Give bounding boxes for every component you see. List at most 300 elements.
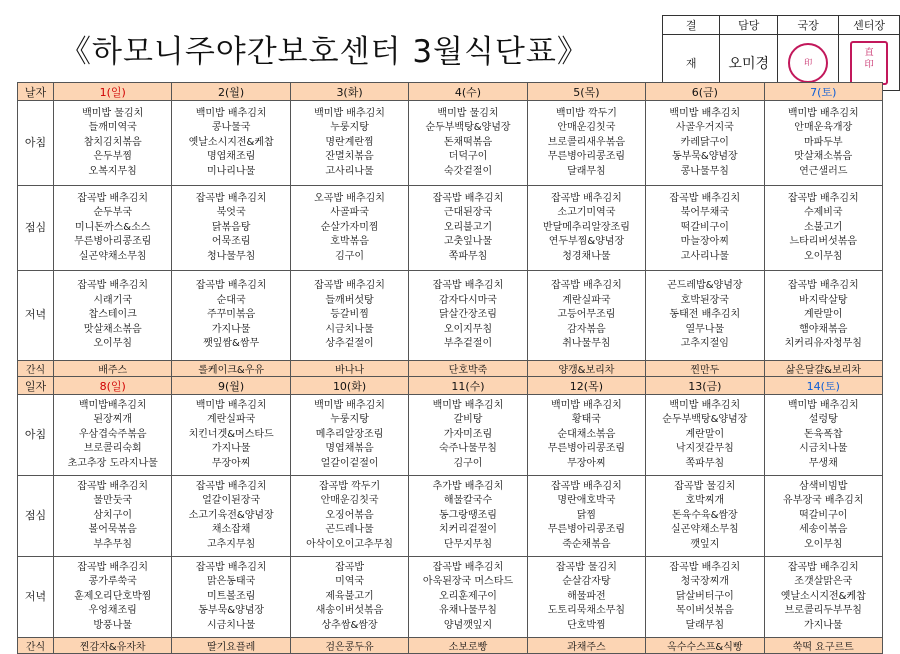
dinner-cell xyxy=(290,271,408,361)
page-title: 《하모니주야간보호센터 3월식단표》 xyxy=(60,34,589,70)
menu-item: 수제비국 xyxy=(803,207,843,219)
menu-item: 시금치나물 xyxy=(206,619,256,631)
lunch-cell xyxy=(172,186,290,271)
breakfast-cell xyxy=(290,101,408,186)
snack-cell: 단호박죽 xyxy=(409,361,527,377)
menu-item: 상추겉절이 xyxy=(325,338,374,350)
menu-item: 맑은동태국 xyxy=(206,576,256,588)
snack-cell: 배주스 xyxy=(54,361,172,377)
menu-item: 명엽채조림 xyxy=(206,151,256,163)
menu-item: 닭볶음탕 xyxy=(211,221,251,233)
menu-item: 방풍나물 xyxy=(93,619,133,631)
menu-item: 얼갈이된장국 xyxy=(202,495,261,507)
menu-item: 순두부국 xyxy=(93,207,133,219)
menu-item: 볼어묵볶음 xyxy=(88,524,137,536)
menu-item: 등갈비찜 xyxy=(330,309,369,321)
menu-item: 잡곡밥 배추김치 xyxy=(314,280,385,292)
menu-item: 미나리나물 xyxy=(206,165,256,177)
menu-item: 동부묵&양념장 xyxy=(198,605,265,617)
meal-plan-table xyxy=(17,82,883,654)
menu-item: 참치김치볶음 xyxy=(83,136,142,148)
dinner-cell xyxy=(172,271,290,361)
menu-item: 해물파전 xyxy=(567,590,606,602)
menu-item: 백미밥 배추김치 xyxy=(314,399,385,411)
lunch-label: 점심 xyxy=(18,186,54,271)
menu-item: 백미밥 배추김치 xyxy=(669,399,741,411)
menu-item: 황태국 xyxy=(571,414,601,426)
menu-item: 잡곡밥 배추김치 xyxy=(550,280,622,292)
menu-item: 순대국 xyxy=(216,294,246,306)
menu-item: 소고기미역국 xyxy=(557,207,616,219)
menu-item: 달래무침 xyxy=(685,619,725,631)
menu-item: 계란실파국 xyxy=(206,414,256,426)
menu-item: 메추리알장조림 xyxy=(315,428,384,440)
breakfast-cell xyxy=(54,101,172,186)
day-header: 3(화) xyxy=(290,83,408,101)
menu-item: 우엉채조림 xyxy=(88,605,137,617)
dinner-cell xyxy=(54,271,172,361)
lunch-cell xyxy=(646,476,764,557)
menu-item: 잡곡밥 깍두기 xyxy=(318,480,381,492)
menu-item: 소불고기 xyxy=(803,221,843,233)
menu-item: 동태전 배추김치 xyxy=(669,309,741,321)
approval-side-top: 결 xyxy=(663,16,720,35)
day-header: 10(화) xyxy=(290,377,408,395)
menu-item: 실곤약채소무침 xyxy=(78,250,147,262)
breakfast-cell xyxy=(409,395,527,476)
menu-item: 김구이 xyxy=(335,250,365,262)
menu-item: 낙지젓갈무침 xyxy=(675,443,734,455)
menu-item: 동부묵&양념장 xyxy=(671,151,738,163)
menu-item: 된장찌개 xyxy=(93,414,133,426)
menu-item: 백미밥 배추김치 xyxy=(550,399,622,411)
menu-item: 옛날소시지전&케찹 xyxy=(780,590,866,602)
menu-item: 무장아찌 xyxy=(211,457,251,469)
menu-item: 백미밥 배추김치 xyxy=(787,399,859,411)
menu-item: 가지나물 xyxy=(211,323,251,335)
menu-item: 햄야채볶음 xyxy=(799,323,848,335)
menu-item: 순대채소볶음 xyxy=(557,428,616,440)
menu-item: 쪽파무침 xyxy=(685,457,725,469)
menu-item: 콩나물무침 xyxy=(680,165,729,177)
menu-item: 아욱된장국 머스타드 xyxy=(422,576,514,588)
menu-item: 은두부찜 xyxy=(93,151,133,163)
menu-item: 시래기국 xyxy=(93,294,133,306)
menu-item: 안매운육개장 xyxy=(794,122,853,134)
menu-item: 오리훈제구이 xyxy=(438,590,497,602)
menu-item: 잔멸치볶음 xyxy=(325,151,374,163)
breakfast-cell xyxy=(290,395,408,476)
menu-item: 미트볼조림 xyxy=(206,590,256,602)
menu-item: 호박된장국 xyxy=(680,294,729,306)
menu-item: 오복지무침 xyxy=(88,165,137,177)
menu-item: 들깨버섯탕 xyxy=(325,294,374,306)
menu-item: 단호박찜 xyxy=(567,619,606,631)
snack-cell: 딸기요플레 xyxy=(172,638,290,654)
menu-item: 잡곡밥 배추김치 xyxy=(432,192,504,204)
lunch-cell xyxy=(409,186,527,271)
menu-item: 잡곡밥 배추김치 xyxy=(195,280,267,292)
dinner-cell xyxy=(527,271,645,361)
menu-item: 가지나물 xyxy=(803,619,843,631)
menu-item: 계란실파국 xyxy=(562,294,611,306)
menu-item: 미역국 xyxy=(335,576,365,588)
menu-item: 더덕구이 xyxy=(448,151,488,163)
approval-role-director: 국장 xyxy=(778,16,839,35)
dinner-cell xyxy=(764,557,882,638)
menu-item: 단무지무침 xyxy=(443,538,493,550)
menu-item: 오곡밥 배추김치 xyxy=(314,192,385,204)
lunch-cell xyxy=(764,476,882,557)
snack-cell: 옥수수스프&식빵 xyxy=(646,638,764,654)
menu-item: 조갯살맑은국 xyxy=(794,576,853,588)
dinner-label: 저녁 xyxy=(18,557,54,638)
menu-item: 김구이 xyxy=(453,457,483,469)
menu-item: 죽순채볶음 xyxy=(562,538,611,550)
menu-item: 고추지절임 xyxy=(680,338,729,350)
menu-item: 가자미조림 xyxy=(443,428,493,440)
menu-item: 잡곡밥 배추김치 xyxy=(669,192,741,204)
menu-item: 맛살채소볶음 xyxy=(83,323,142,335)
menu-item: 유부장국 배추김치 xyxy=(783,495,864,507)
menu-item: 채소잡채 xyxy=(211,524,251,536)
menu-item: 닭살간장조림 xyxy=(438,309,497,321)
dinner-cell xyxy=(527,557,645,638)
menu-item: 무른병아리콩조림 xyxy=(547,524,626,536)
day-header: 8(일) xyxy=(54,377,172,395)
menu-item: 북엇국 xyxy=(216,207,246,219)
menu-item: 잡곡밥 배추김치 xyxy=(432,280,504,292)
menu-item: 명엽채볶음 xyxy=(325,443,374,455)
menu-item: 명란계란찜 xyxy=(325,136,374,148)
menu-item: 잡곡밥 배추김치 xyxy=(432,561,504,573)
menu-item: 감자다시마국 xyxy=(438,294,497,306)
menu-item: 근대된장국 xyxy=(443,207,493,219)
menu-item: 동그랑땡조림 xyxy=(438,509,497,521)
menu-item: 무른병아리콩조림 xyxy=(547,151,626,163)
menu-item: 떡갈비구이 xyxy=(799,509,848,521)
day-header: 6(금) xyxy=(646,83,764,101)
date-header-label: 날자 xyxy=(18,83,54,101)
menu-item: 아삭이오이고추무침 xyxy=(306,538,394,550)
menu-item: 백미밥 배추김치 xyxy=(669,107,741,119)
lunch-row xyxy=(18,476,883,557)
menu-item: 청경채나물 xyxy=(562,250,611,262)
dinner-cell xyxy=(764,271,882,361)
signature-name: 오미경 xyxy=(728,55,769,72)
approval-side-bottom: 재 xyxy=(663,35,720,91)
menu-item: 잡곡밥 물김치 xyxy=(555,561,617,573)
lunch-cell xyxy=(54,476,172,557)
snack-row xyxy=(18,638,883,654)
lunch-cell xyxy=(527,186,645,271)
lunch-cell xyxy=(646,186,764,271)
breakfast-row xyxy=(18,101,883,186)
menu-item: 백미밥 배추김치 xyxy=(195,107,267,119)
breakfast-cell xyxy=(527,395,645,476)
menu-item: 감자볶음 xyxy=(567,323,606,335)
lunch-cell xyxy=(54,186,172,271)
breakfast-cell xyxy=(646,395,764,476)
dinner-row xyxy=(18,271,883,361)
menu-item: 고등어무조림 xyxy=(557,309,616,321)
breakfast-cell xyxy=(764,395,882,476)
snack-cell: 과채주스 xyxy=(527,638,645,654)
breakfast-cell xyxy=(172,395,290,476)
menu-item: 쪽파무침 xyxy=(448,250,488,262)
menu-item: 삼색비빔밥 xyxy=(799,480,848,492)
menu-item: 새송이버섯볶음 xyxy=(315,605,384,617)
menu-item: 닭살버터구이 xyxy=(675,590,734,602)
menu-item: 순살가자미찜 xyxy=(320,221,379,233)
menu-item: 누룽지탕 xyxy=(330,122,369,134)
menu-item: 계란말이 xyxy=(685,428,725,440)
snack-row xyxy=(18,361,883,377)
menu-item: 맛살채소볶음 xyxy=(794,151,853,163)
menu-item: 숙갓겉절이 xyxy=(443,165,493,177)
dinner-cell xyxy=(290,557,408,638)
menu-item: 청나물무침 xyxy=(206,250,256,262)
lunch-label: 점심 xyxy=(18,476,54,557)
menu-item: 목이버섯볶음 xyxy=(675,605,734,617)
lunch-cell xyxy=(527,476,645,557)
day-header: 1(일) xyxy=(54,83,172,101)
date-header-row xyxy=(18,377,883,395)
menu-item: 반달메추리알장조림 xyxy=(542,221,630,233)
day-header: 4(수) xyxy=(409,83,527,101)
menu-item: 곤드레밥&양념장 xyxy=(667,280,743,292)
menu-item: 갈비탕 xyxy=(453,414,483,426)
menu-item: 돈육수육&쌈장 xyxy=(671,509,738,521)
menu-item: 상추쌈&쌈장 xyxy=(321,619,378,631)
menu-item: 찹스테이크 xyxy=(88,309,137,321)
snack-cell: 쑥떡 요구르트 xyxy=(764,638,882,654)
menu-item: 깻잎지 xyxy=(690,538,720,550)
menu-item: 명란애호박국 xyxy=(557,495,616,507)
menu-item: 사골파국 xyxy=(330,207,369,219)
menu-item: 설렁탕 xyxy=(808,414,838,426)
menu-item: 어묵조림 xyxy=(211,236,251,248)
menu-item: 얼갈이겉절이 xyxy=(320,457,379,469)
dinner-row xyxy=(18,557,883,638)
menu-item: 마파두부 xyxy=(803,136,843,148)
menu-item: 사골우거지국 xyxy=(675,122,734,134)
breakfast-cell xyxy=(409,101,527,186)
menu-item: 오리불고기 xyxy=(443,221,493,233)
menu-item: 잡곡밥 배추김치 xyxy=(550,192,622,204)
menu-item: 느타리버섯볶음 xyxy=(789,236,858,248)
menu-item: 잡곡밥 배추김치 xyxy=(195,192,267,204)
menu-item: 순두부백탕&양념장 xyxy=(662,414,748,426)
menu-item: 무른병아리콩조림 xyxy=(547,443,626,455)
menu-item: 열무나물 xyxy=(685,323,725,335)
snack-cell: 양갱&보리차 xyxy=(527,361,645,377)
menu-item: 취나물무침 xyxy=(562,338,611,350)
approval-role-staff: 담당 xyxy=(720,16,778,35)
menu-item: 누룽지탕 xyxy=(330,414,369,426)
menu-item: 북어무채국 xyxy=(680,207,729,219)
menu-item: 백미밥 깍두기 xyxy=(555,107,617,119)
menu-item: 브로콜리숙회 xyxy=(83,443,142,455)
menu-item: 곤드레나물 xyxy=(325,524,374,536)
day-header: 11(수) xyxy=(409,377,527,395)
menu-item: 돈육폭찹 xyxy=(803,428,843,440)
menu-item: 오이무침 xyxy=(803,250,843,262)
menu-item: 잡곡밥 배추김치 xyxy=(787,192,859,204)
menu-item: 잡곡밥 물김치 xyxy=(674,480,736,492)
menu-item: 연두부찜&양념장 xyxy=(548,236,625,248)
menu-item: 순살감자탕 xyxy=(562,576,611,588)
lunch-row xyxy=(18,186,883,271)
menu-item: 쨋잎쌈&쌈무 xyxy=(203,338,260,350)
dinner-cell xyxy=(409,557,527,638)
menu-item: 돈채떡볶음 xyxy=(443,136,493,148)
menu-item: 잡곡밥 배추김치 xyxy=(195,561,267,573)
menu-item: 치킨너겟&머스타드 xyxy=(188,428,274,440)
menu-item: 카레닭구이 xyxy=(680,136,729,148)
menu-item: 무른병아리콩조림 xyxy=(74,236,152,248)
dinner-cell xyxy=(646,557,764,638)
menu-item: 부추무침 xyxy=(93,538,133,550)
snack-cell: 바나나 xyxy=(290,361,408,377)
breakfast-row xyxy=(18,395,883,476)
menu-item: 가지나물 xyxy=(211,443,251,455)
day-header: 5(목) xyxy=(527,83,645,101)
menu-item: 오징어볶음 xyxy=(325,509,374,521)
snack-cell: 롤케이크&우유 xyxy=(172,361,290,377)
menu-item: 고사리나물 xyxy=(325,165,374,177)
menu-item: 오이무침 xyxy=(803,538,843,550)
menu-item: 유채나물무침 xyxy=(438,605,497,617)
approval-role-center-head: 센터장 xyxy=(839,16,900,35)
date-header-row xyxy=(18,83,883,101)
menu-item: 미니돈까스&소스 xyxy=(75,221,151,233)
menu-item: 세송이볶음 xyxy=(799,524,848,536)
menu-item: 실곤약채소무침 xyxy=(671,524,739,536)
lunch-cell xyxy=(290,186,408,271)
menu-item: 고춧잎나물 xyxy=(443,236,493,248)
day-header: 14(토) xyxy=(764,377,882,395)
menu-item: 고사리나물 xyxy=(680,250,729,262)
menu-item: 고추지무침 xyxy=(206,538,256,550)
day-header: 9(월) xyxy=(172,377,290,395)
menu-item: 안매운김칫국 xyxy=(320,495,379,507)
menu-item: 옛날소시지전&케찹 xyxy=(188,136,274,148)
menu-item: 잡곡밥 배추김치 xyxy=(669,561,741,573)
breakfast-cell xyxy=(646,101,764,186)
menu-item: 주꾸미볶음 xyxy=(206,309,256,321)
menu-item: 치커리겉절이 xyxy=(438,524,497,536)
lunch-cell xyxy=(764,186,882,271)
day-header: 12(목) xyxy=(527,377,645,395)
menu-item: 달래무침 xyxy=(567,165,606,177)
menu-item: 잡곡밥 배추김치 xyxy=(787,561,859,573)
menu-item: 잡곡밥 배추김치 xyxy=(77,480,149,492)
menu-item: 삼치구이 xyxy=(93,509,133,521)
menu-item: 백미밥 배추김치 xyxy=(432,399,504,411)
menu-item: 시금치나물 xyxy=(799,443,848,455)
lunch-cell xyxy=(172,476,290,557)
menu-item: 오이지무침 xyxy=(443,323,493,335)
breakfast-cell xyxy=(764,101,882,186)
snack-label: 간식 xyxy=(18,638,54,654)
menu-item: 잡곡밥 배추김치 xyxy=(550,480,622,492)
menu-item: 순두부백탕&양념장 xyxy=(425,122,511,134)
menu-item: 콩나물국 xyxy=(211,122,251,134)
dinner-cell xyxy=(409,271,527,361)
menu-item: 잡곡밥 배추김치 xyxy=(195,480,267,492)
menu-item: 제육불고기 xyxy=(325,590,374,602)
menu-item: 브로콜리새우볶음 xyxy=(547,136,626,148)
lunch-cell xyxy=(290,476,408,557)
menu-item: 오이무침 xyxy=(93,338,133,350)
snack-cell: 찐감자&유자차 xyxy=(54,638,172,654)
menu-item: 백미밥 물김치 xyxy=(437,107,499,119)
menu-item: 백미밥 배추김치 xyxy=(314,107,385,119)
breakfast-label: 아침 xyxy=(18,395,54,476)
menu-item: 안매운김칫국 xyxy=(557,122,616,134)
menu-item: 바지락살탕 xyxy=(799,294,848,306)
snack-label: 간식 xyxy=(18,361,54,377)
menu-item: 백미밥배추김치 xyxy=(78,399,147,411)
day-header: 13(금) xyxy=(646,377,764,395)
dinner-cell xyxy=(172,557,290,638)
menu-item: 잡곡밥 배추김치 xyxy=(77,280,149,292)
menu-item: 백미밥 물김치 xyxy=(82,107,144,119)
menu-item: 해물칼국수 xyxy=(443,495,493,507)
breakfast-cell xyxy=(54,395,172,476)
menu-item: 추가밥 배추김치 xyxy=(432,480,504,492)
breakfast-cell xyxy=(527,101,645,186)
menu-item: 우삼겹숙주볶음 xyxy=(78,428,147,440)
menu-item: 브로콜리두부무침 xyxy=(784,605,862,617)
square-seal-icon: 直 印 xyxy=(850,41,888,85)
menu-item: 양념깻잎지 xyxy=(443,619,493,631)
menu-item: 연근샐러드 xyxy=(799,165,848,177)
menu-item: 훈제오리단호박찜 xyxy=(74,590,152,602)
menu-item: 잡곡밥 배추김치 xyxy=(77,192,149,204)
snack-cell: 찐만두 xyxy=(646,361,764,377)
lunch-cell xyxy=(409,476,527,557)
menu-item: 소고기육전&양념장 xyxy=(188,509,274,521)
dinner-cell xyxy=(646,271,764,361)
snack-cell: 검은콩두유 xyxy=(290,638,408,654)
menu-item: 호박찌개 xyxy=(685,495,725,507)
menu-item: 치커리유자청무침 xyxy=(784,338,862,350)
menu-item: 초고추장 도라지나물 xyxy=(67,457,158,469)
menu-item: 무장아찌 xyxy=(567,457,606,469)
breakfast-label: 아침 xyxy=(18,101,54,186)
menu-item: 잡곡밥 배추김치 xyxy=(787,280,859,292)
menu-item: 잡곡밥 xyxy=(335,561,365,573)
breakfast-cell xyxy=(172,101,290,186)
day-header: 7(토) xyxy=(764,83,882,101)
menu-item: 닭찜 xyxy=(576,509,597,521)
day-header: 2(월) xyxy=(172,83,290,101)
menu-item: 계란말이 xyxy=(803,309,843,321)
dinner-label: 저녁 xyxy=(18,271,54,361)
menu-item: 들깨미역국 xyxy=(88,122,137,134)
menu-item: 백미밥 배추김치 xyxy=(787,107,859,119)
menu-item: 물만둣국 xyxy=(93,495,133,507)
menu-item: 숙주나물무침 xyxy=(438,443,497,455)
approval-box xyxy=(662,15,900,91)
menu-item: 잡곡밥 배추김치 xyxy=(77,561,149,573)
menu-item: 백미밥 배추김치 xyxy=(195,399,267,411)
snack-cell: 삶은달걀&보리차 xyxy=(764,361,882,377)
round-seal-icon: 印 xyxy=(788,43,828,83)
menu-item: 시금치나물 xyxy=(325,323,374,335)
